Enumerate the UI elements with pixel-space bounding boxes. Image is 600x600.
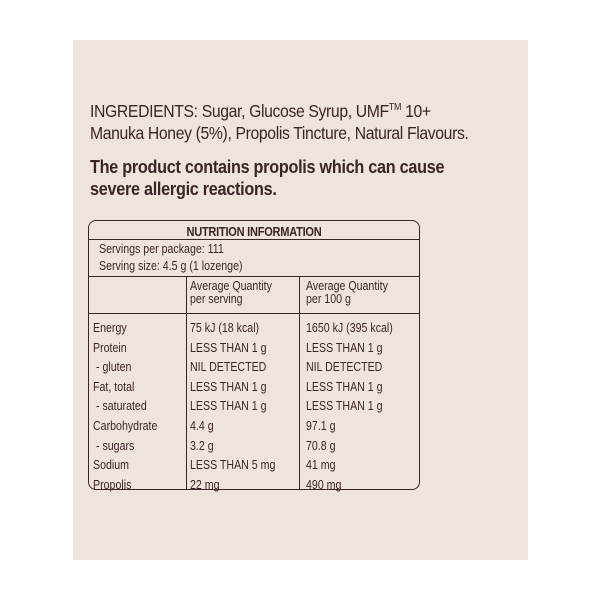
- per-serving-value: 4.4 g: [190, 419, 214, 433]
- table-row: [89, 477, 419, 496]
- per-100g-value: 490 mg: [306, 477, 342, 492]
- per-serving-value: 22 mg: [190, 477, 220, 492]
- col-header-serving-line-2: per serving: [190, 292, 243, 306]
- col-header-serving-line-1: Average Quantity: [190, 279, 272, 293]
- table-row: [89, 418, 419, 437]
- per-100g-value: LESS THAN 1 g: [306, 379, 383, 394]
- table-row: [89, 320, 419, 339]
- per-serving-value: NIL DETECTED: [190, 360, 267, 375]
- table-row: [89, 438, 419, 457]
- nutrition-table: [88, 220, 420, 490]
- per-serving-value: LESS THAN 1 g: [190, 379, 267, 394]
- nutrient-label: Fat, total: [93, 379, 135, 394]
- per-100g-value: LESS THAN 1 g: [306, 340, 383, 355]
- servings-per-package: Servings per package: 111: [99, 242, 224, 256]
- allergy-warning: [90, 156, 522, 200]
- ingredients-line-1-text: : Sugar, Glucose Syrup, UMF: [193, 101, 389, 121]
- allergy-warning-line-1: The product contains propolis which can cause: [90, 157, 445, 177]
- ingredients-text: [90, 100, 522, 144]
- table-row: [89, 457, 419, 476]
- nutrient-label: Carbohydrate: [93, 419, 158, 433]
- per-100g-value: 1650 kJ (395 kcal): [306, 321, 393, 335]
- trademark-mark: TM: [388, 102, 402, 113]
- ingredients-line-1-end: 10+: [401, 101, 431, 121]
- title-divider: [89, 239, 419, 240]
- per-serving-value: LESS THAN 5 mg: [190, 458, 276, 473]
- nutrient-label: - gluten: [93, 360, 132, 375]
- allergy-warning-line-2: severe allergic reactions.: [90, 179, 277, 199]
- per-serving-value: 75 kJ (18 kcal): [190, 321, 260, 335]
- column-header-divider: [89, 313, 419, 314]
- serving-size: Serving size: 4.5 g (1 lozenge): [99, 259, 243, 273]
- ingredients-line-1: [90, 100, 522, 122]
- nutrient-label: Propolis: [93, 477, 132, 492]
- per-serving-value: LESS THAN 1 g: [190, 399, 267, 414]
- col-header-100g-line-1: Average Quantity: [306, 279, 388, 293]
- table-row: [89, 379, 419, 398]
- per-100g-value: 97.1 g: [306, 419, 336, 433]
- table-row: [89, 398, 419, 417]
- label-panel: [73, 40, 528, 560]
- col-header-100g-line-2: per 100 g: [306, 292, 351, 306]
- ingredients-line-2: Manuka Honey (5%), Propolis Tincture, Natural Flavours.: [90, 123, 469, 143]
- nutrient-label: Energy: [93, 321, 127, 335]
- ingredients-heading: INGREDIENTS: [90, 101, 194, 121]
- nutrient-label: Protein: [93, 340, 127, 355]
- nutrient-label: - sugars: [93, 438, 135, 453]
- per-100g-value: LESS THAN 1 g: [306, 399, 383, 414]
- per-serving-value: LESS THAN 1 g: [190, 340, 267, 355]
- header-divider: [89, 276, 419, 277]
- nutrient-label: - saturated: [93, 399, 147, 414]
- nutrient-label: Sodium: [93, 458, 130, 473]
- per-serving-value: 3.2 g: [190, 438, 214, 453]
- table-row: [89, 359, 419, 378]
- nutrition-title: NUTRITION INFORMATION: [186, 224, 322, 239]
- per-100g-value: 41 mg: [306, 458, 336, 473]
- per-100g-value: 70.8 g: [306, 438, 336, 453]
- per-100g-value: NIL DETECTED: [306, 360, 383, 375]
- table-row: [89, 340, 419, 359]
